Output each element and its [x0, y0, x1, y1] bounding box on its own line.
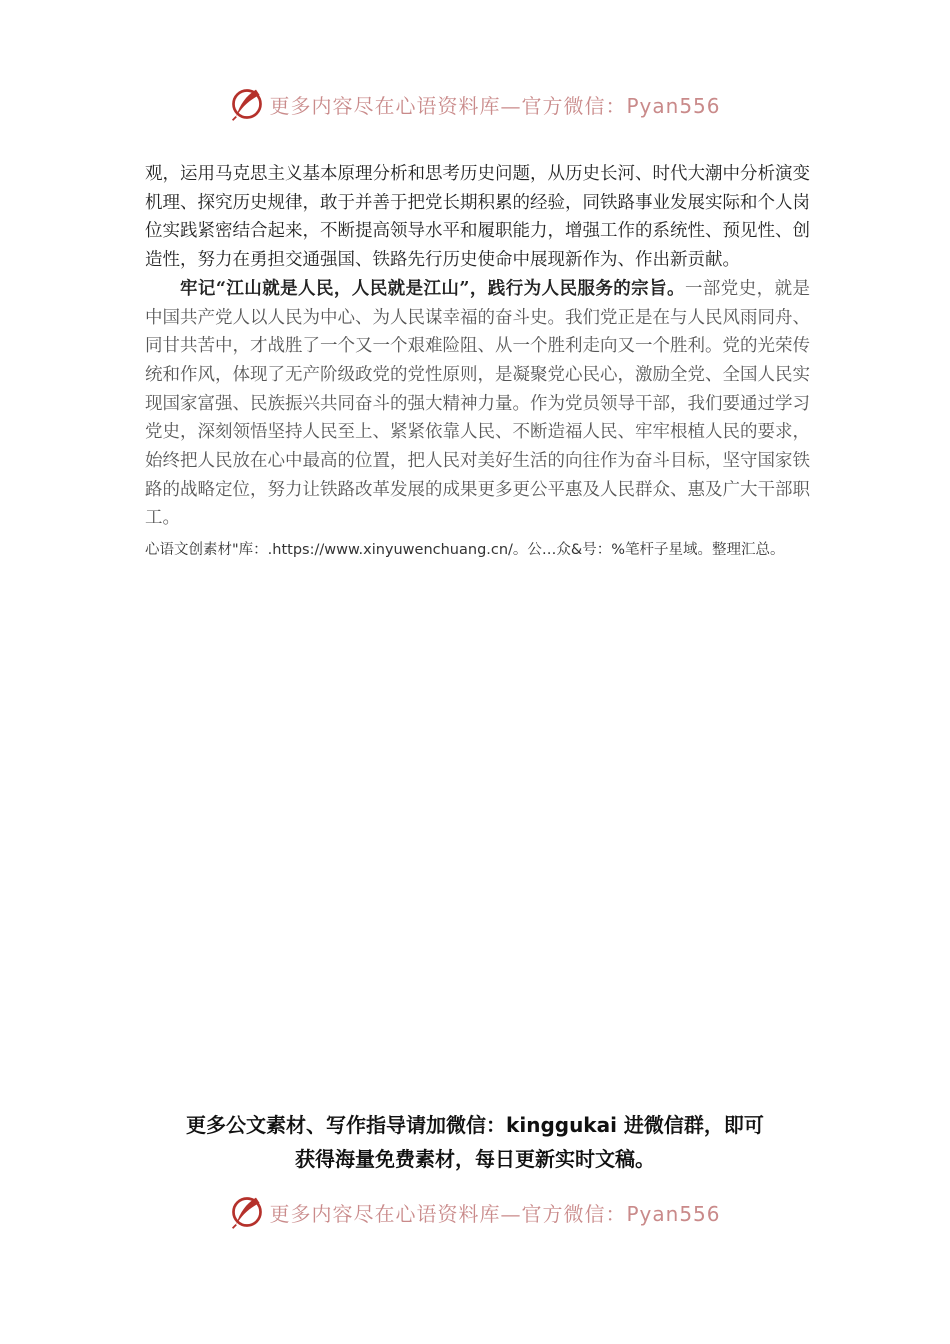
banner-main-text: 更多内容尽在心语资料库—官方微信：: [269, 93, 627, 118]
banner-wechat-id: Pyan556: [626, 93, 721, 118]
footer-note-line-2: 获得海量免费素材，每日更新实时文稿。: [295, 1147, 655, 1171]
paragraph-2-text: 一部党史，就是中国共产党人以人民为中心、为人民谋幸福的奋斗史。我们党正是在与人民风雨同舟、同甘共苦中，才战胜了一个又一个艰难险阻、从一个胜利走向又一个胜利。党的光荣传统和作风，体现了无产阶级政党的党性原则，是凝聚党心民心，激励全党、全国人民实现国家富强、民族振兴共同奋斗的强大精神力量。作为党员领导干部，我们要通过学习党史，深刻领悟坚持人民至上、紧紧依靠人民、不断造福人民、牢牢根植人民的要求，始终把人民放在心中最高的位置，把人民对美好生活的向往作为奋斗目标，坚守国家铁路的战略定位，努力让铁路改革发展的成果更多更公平惠及人民群众、惠及广大干部职工。: [145, 278, 811, 529]
header-banner: [0, 82, 950, 126]
footer-note: [0, 1108, 950, 1176]
source-note: 心语文创素材"库：.https://www.xinyuwenchuang.cn/。公…众&号：%笔杆子星域。整理汇总。: [145, 542, 785, 559]
banner-text: [269, 1198, 720, 1227]
paragraph-1: 观，运用马克思主义基本原理分析和思考历史问题，从历史长河、时代大潮中分析演变机理、探究历史规律，敢于并善于把党长期积累的经验，同铁路事业发展实际和个人岗位实践紧密结合起来，不断提高领导水平和履职能力，增强工作的系统性、预见性、创造性，努力在勇担交通强国、铁路先行历史使命中展现新作为、作出新贡献。: [145, 164, 810, 271]
paragraph-2-heading: 牢记“江山就是人民，人民就是江山”，践行为人民服务的宗旨。: [180, 278, 685, 299]
paragraph-2: [145, 275, 810, 533]
footer-banner: [0, 1190, 950, 1234]
banner-wechat-id: Pyan556: [626, 1201, 721, 1226]
footer-note-line-1: 更多公文素材、写作指导请加微信：kinggukai 进微信群，即可: [186, 1113, 764, 1137]
banner-text: [269, 90, 720, 119]
banner-main-text: 更多内容尽在心语资料库—官方微信：: [269, 1201, 627, 1226]
quill-pen-logo-icon: [229, 1194, 265, 1230]
quill-pen-logo-icon: [229, 86, 265, 122]
document-body: [145, 160, 810, 564]
